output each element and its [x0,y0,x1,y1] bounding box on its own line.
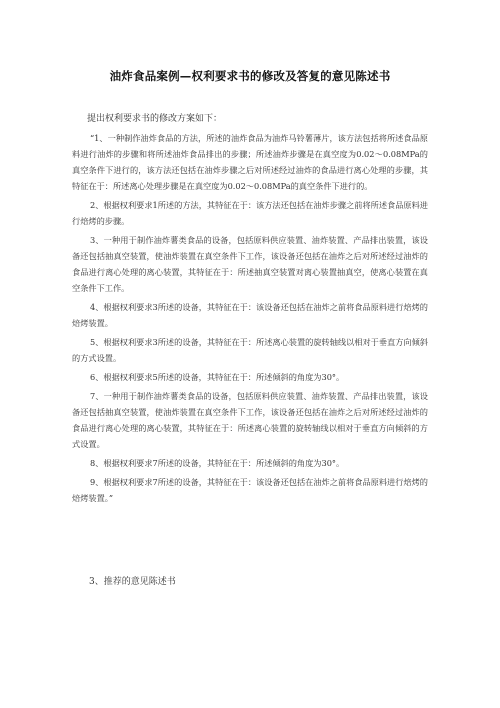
claim-6: 6、根据权利要求5所述的设备，其特征在于：所述倾斜的角度为30°。 [90,372,345,382]
claim-1: “1、一种制作油炸食品的方法，所述的油炸食品为油炸马铃薯薄片，该方法包括将所述食品原料进行油炸的步骤和将所述油炸食品排出的步骤；所述油炸步骤是在真空度为0.02～0.08MPa的真空条件下进行的，该方法还包括在油炸步骤之后对所述经过油炸的食品进行离心处理的步骤，其特征在于：所述离心处理步骤是在真空度为0.02～0.08MPa的真空条件下进行的。 [72,133,428,191]
claim-4: 4、根据权利要求3所述的设备，其特征在于：该设备还包括在油炸之前将食品原料进行焙烤的焙烤装置。 [72,302,428,328]
claim-5: 5、根据权利要求3所述的设备，其特征在于：所述离心装置的旋转轴线以相对于垂直方向倾斜的方式设置。 [72,337,428,363]
claim-7: 7、一种用于制作油炸薯类食品的设备，包括原料供应装置、油炸装置、产品排出装置，该设备还包括抽真空装置，使油炸装置在真空条件下工作，该设备还包括在油炸之后对所述经过油炸的食品进行离心处理的离心装置，其特征在于：所述离心装置的旋转轴线以相对于垂直方向倾斜的方式设置。 [72,391,428,449]
claims-list [72,130,428,509]
intro-line: 提出权利要求书的修改方案如下： [87,114,223,124]
claim-2: 2、根据权利要求1所述的方法，其特征在于：该方法还包括在油炸步骤之前将所述食品原料进行焙烤的步骤。 [72,200,428,226]
claim-3: 3、一种用于制作油炸薯类食品的设备，包括原料供应装置、油炸装置、产品排出装置，该设备还包括抽真空装置，使油炸装置在真空条件下工作，该设备还包括在油炸之后对所述经过油炸的食品进行离心处理的离心装置，其特征在于：所述抽真空装置对离心装置抽真空，使离心装置在真空条件下工作。 [72,235,428,293]
claim-9: 9、根据权利要求7所述的设备，其特征在于：该设备还包括在油炸之前将食品原料进行焙烤的焙烤装置。” [72,477,428,503]
section-3-heading: 3、推荐的意见陈述书 [89,577,176,587]
claim-8: 8、根据权利要求7所述的设备，其特征在于：所述倾斜的角度为30°。 [90,458,345,468]
document-title: 油炸食品案例—权利要求书的修改及答复的意见陈述书 [109,69,391,83]
